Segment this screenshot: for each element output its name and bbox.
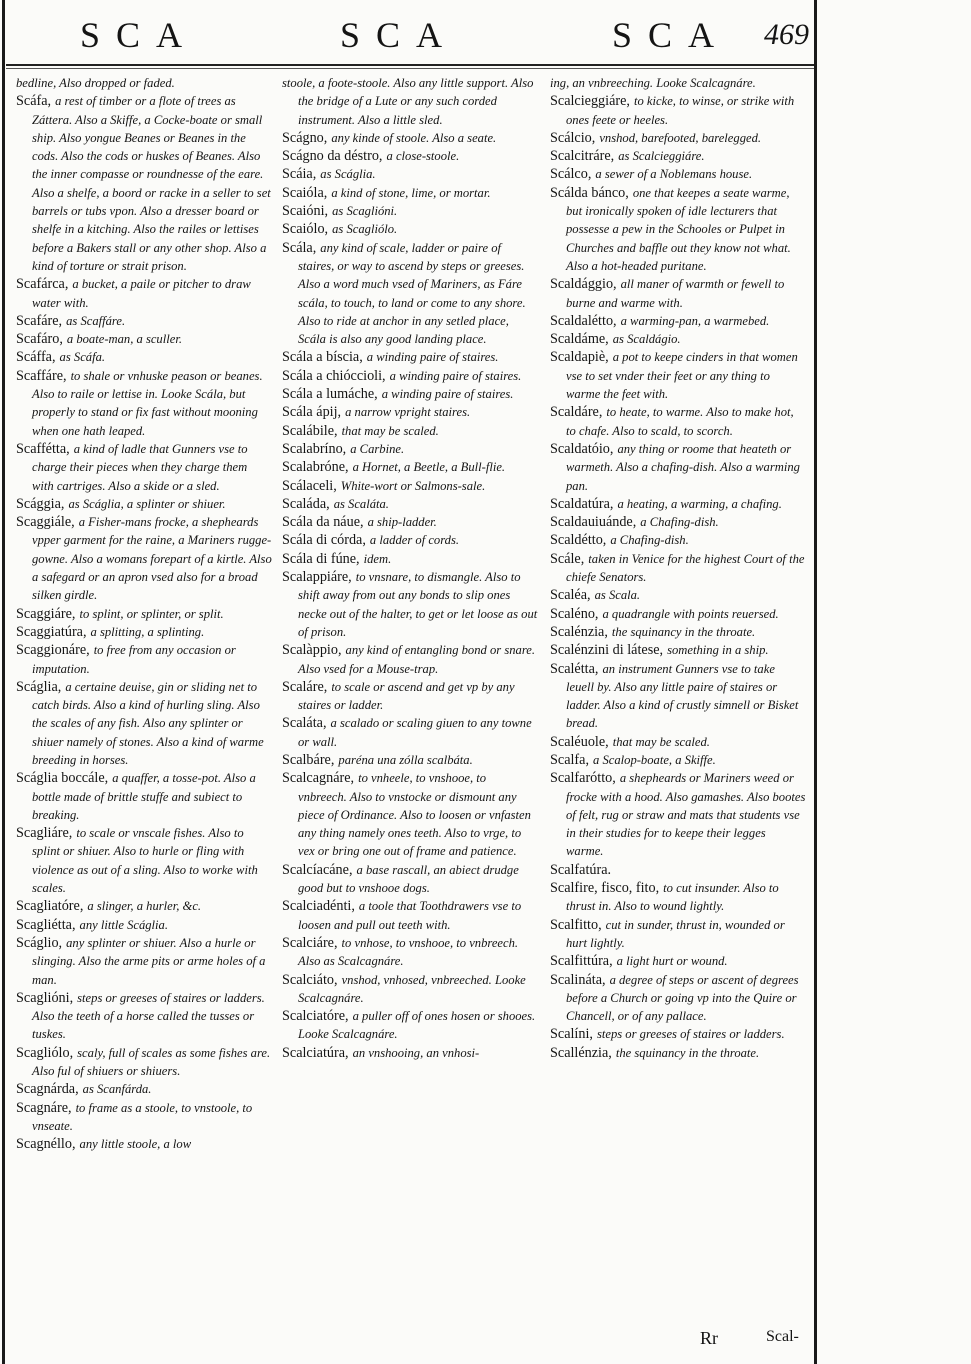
- entry-definition: a puller off of ones hosen or shooes. Looke Scalcagnáre.: [298, 1009, 536, 1042]
- entry-definition: a quadrangle with points reuersed.: [602, 606, 779, 621]
- entry-headword: Scaláda,: [282, 495, 330, 512]
- entry-headword: Scágno da déstro,: [282, 148, 383, 165]
- entry-headword: Scalfatúra.: [550, 861, 612, 878]
- entry-definition: vnshod, vnhosed, vnbreeched. Looke Scalcagnáre.: [298, 972, 526, 1005]
- entry-definition: a sewer of a Noblemans house.: [595, 167, 753, 182]
- dictionary-entry: [550, 74, 806, 92]
- entry-headword: Scalfitto,: [550, 916, 602, 933]
- entry-definition: as Scanfárda.: [82, 1082, 152, 1097]
- dictionary-entry: [16, 824, 272, 897]
- entry-headword: Scálco,: [550, 166, 592, 183]
- entry-definition: as Scaffáre.: [66, 313, 126, 328]
- entry-definition: a certaine deuise, gin or sliding net to catch birds. Also a kind of hurling sling. Also the scales of any fish. Also any splinter or shiuer namely of stones. Also a kind of warme breeding in horses.: [32, 679, 264, 767]
- entry-definition: as Scalcieggiáre.: [618, 149, 705, 164]
- dictionary-entry: [550, 495, 806, 513]
- entry-headword: Scála ápij,: [282, 404, 342, 421]
- entry-headword: Scála di córda,: [282, 532, 366, 549]
- entry-headword: Scaldétto,: [550, 532, 607, 549]
- dictionary-entry: [550, 440, 806, 495]
- dictionary-entry: [282, 422, 538, 440]
- entry-definition: any thing or roome that heateth or warmeth. Also a chafing-dish. Also a warming pan.: [566, 441, 800, 493]
- entry-headword: Scaldággio,: [550, 276, 617, 293]
- dictionary-entry: [550, 586, 806, 604]
- dictionary-entry: [282, 550, 538, 568]
- dictionary-entry: [282, 1044, 538, 1062]
- dictionary-entry: [16, 769, 272, 824]
- entry-definition: the squinancy in the throate.: [615, 1045, 760, 1060]
- header-word-left: SCA: [80, 15, 199, 55]
- entry-definition: a scalado or scaling giuen to any towne or wall.: [298, 716, 532, 749]
- dictionary-entry: [550, 184, 806, 275]
- dictionary-entry: [16, 934, 272, 989]
- entry-definition: a heating, a warming, a chafing.: [617, 496, 782, 511]
- entry-definition: to scale or ascend and get vp by any staires or ladder.: [298, 679, 515, 713]
- dictionary-entry: [282, 897, 538, 934]
- dictionary-entry: [282, 184, 538, 202]
- entry-definition: ing, an vnbreeching. Looke Scalcagnáre.: [550, 76, 756, 90]
- dictionary-entry: [16, 513, 272, 604]
- dictionary-entry: [282, 751, 538, 769]
- entry-definition: to scale or vnscale fishes. Also to splint or shiuer. Also to hurle or fling with violence as out of a sling. Also to worke with scales.: [32, 826, 258, 896]
- dictionary-entry: [282, 934, 538, 971]
- entry-definition: to vnheele, to vnshooe, to vnbreech. Also to vnstocke or dismount any piece of Ordinance. Also to loosen or vnfasten any thing namely ones teeth. Also to vrge, to vex or bring one out of frame and patience.: [298, 771, 531, 859]
- entry-definition: a pot to keepe cinders in that women vse to set vnder their feet or any thing to warme the feet with.: [566, 350, 798, 402]
- dictionary-entry: [16, 641, 272, 678]
- entry-headword: Scála a chióccioli,: [282, 367, 386, 384]
- entry-definition: a slinger, a hurler, &c.: [87, 899, 202, 914]
- dictionary-entry: [282, 348, 538, 366]
- entry-headword: Scafáro,: [16, 331, 63, 348]
- entry-definition: any little Scáglia.: [79, 917, 169, 932]
- entry-headword: Scafárca,: [16, 276, 69, 293]
- entry-headword: Scalciadénti,: [282, 898, 355, 915]
- entry-definition: steps or greeses of staires or ladders. Also the teeth of a horse called the tusses or tuskes.: [32, 990, 265, 1042]
- dictionary-entry: [282, 641, 538, 678]
- entry-definition: a Fisher-mans frocke, a shepheards vpper garment for the raine, a Mariners rugge-gowne. Also a womans forepart of a kirtle. Also a safegard or an apron vsed also for a broad silken girdle.: [32, 515, 272, 603]
- entry-definition: an vnshooing, an vnhosi-: [352, 1045, 480, 1060]
- entry-headword: Scáglia boccále,: [16, 770, 109, 787]
- entry-definition: a ship-ladder.: [367, 515, 437, 530]
- entry-headword: Scalabríno,: [282, 440, 347, 457]
- entry-headword: Scagliatóre,: [16, 898, 84, 915]
- dictionary-entry: [550, 751, 806, 769]
- entry-headword: Scále,: [550, 550, 585, 567]
- dictionary-entry: [550, 513, 806, 531]
- header-rule-thin: [6, 68, 814, 69]
- entry-definition: any little stoole, a low: [79, 1137, 192, 1152]
- entry-headword: Scafáre,: [16, 312, 63, 329]
- entry-headword: Scaléuole,: [550, 733, 609, 750]
- entry-definition: as Scáfa.: [59, 350, 106, 365]
- dictionary-entry: [282, 440, 538, 458]
- entry-headword: Scaióni,: [282, 203, 329, 220]
- entry-definition: that may be scaled.: [612, 734, 710, 749]
- entry-definition: a narrow vpright staires.: [345, 405, 471, 420]
- dictionary-entry: [550, 971, 806, 1026]
- entry-headword: Scálaceli,: [282, 477, 337, 494]
- dictionary-entry: [16, 623, 272, 641]
- entry-headword: Scaldáre,: [550, 404, 603, 421]
- dictionary-entry: [282, 220, 538, 238]
- entry-definition: any kind of entangling bond or snare. Also vsed for a Mouse-trap.: [298, 643, 535, 676]
- dictionary-entry: [550, 623, 806, 641]
- entry-headword: Scaffétta,: [16, 440, 70, 457]
- entry-definition: a quaffer, a tosse-pot. Also a bottle made of brittle stuffe and subiect to breaking.: [32, 771, 256, 822]
- entry-headword: Scáia,: [282, 166, 317, 183]
- entry-headword: Scalappiáre,: [282, 569, 352, 586]
- entry-definition: a bucket, a paile or pitcher to draw water with.: [32, 277, 251, 310]
- dictionary-entry: [282, 129, 538, 147]
- dictionary-entry: [282, 477, 538, 495]
- column-2: [282, 74, 538, 1324]
- entry-definition: idem.: [363, 551, 392, 566]
- entry-definition: a Carbine.: [350, 441, 405, 456]
- entry-definition: a Chafing-dish.: [610, 533, 689, 548]
- entry-headword: Scála,: [282, 239, 317, 256]
- entry-definition: all maner of warmth or fewell to burne and warme with.: [566, 277, 785, 310]
- entry-headword: Scalcieggiáre,: [550, 93, 630, 110]
- dictionary-entry: [16, 1099, 272, 1136]
- entry-headword: Scalétta,: [550, 660, 599, 677]
- entry-headword: Scalàppio,: [282, 642, 342, 659]
- column-1: [16, 74, 272, 1324]
- entry-definition: a kind of stone, lime, or mortar.: [331, 185, 491, 200]
- dictionary-entry: [550, 733, 806, 751]
- entry-headword: Scaggiatúra,: [16, 623, 87, 640]
- entry-definition: a winding paire of staires.: [366, 350, 499, 365]
- entry-definition: as Scala.: [594, 588, 641, 603]
- dictionary-entry: [550, 312, 806, 330]
- entry-headword: Scaldáme,: [550, 331, 609, 348]
- dictionary-entry: [282, 202, 538, 220]
- entry-headword: Scaláre,: [282, 678, 328, 695]
- dictionary-entry: [550, 952, 806, 970]
- entry-definition: to vnsnare, to dismangle. Also to shift away from out any bonds to slip ones necke out of the halter, to get or let loose as out of prison.: [298, 570, 538, 639]
- page-footer: [0, 1324, 971, 1360]
- entry-headword: Scála di fúne,: [282, 550, 360, 567]
- left-border-line: [2, 0, 5, 1364]
- entry-definition: a close-stoole.: [386, 149, 460, 164]
- entry-headword: Scáglio,: [16, 934, 63, 951]
- dictionary-entry: [550, 92, 806, 129]
- entry-definition: a light hurt or wound.: [616, 954, 728, 969]
- entry-headword: Scaldatóio,: [550, 440, 614, 457]
- dictionary-entry: [16, 440, 272, 495]
- dictionary-entry: [282, 1007, 538, 1044]
- dictionary-entry: [282, 367, 538, 385]
- entry-headword: Scagnáre,: [16, 1099, 72, 1116]
- entry-headword: Scáfa,: [16, 93, 52, 110]
- entry-definition: scaly, full of scales as some fishes are. Also ful of shiuers or shiuers.: [32, 1045, 271, 1079]
- dictionary-entry: [282, 531, 538, 549]
- entry-headword: Scaióla,: [282, 184, 328, 201]
- dictionary-entry: [282, 403, 538, 421]
- dictionary-entry: [16, 348, 272, 366]
- entry-headword: Scalábile,: [282, 422, 338, 439]
- entry-headword: Scalfire, fisco, fito,: [550, 880, 660, 897]
- entry-definition: stoole, a foote-stoole. Also any little support. Also the bridge of a Lute or any such corded instrument. Also a little sled.: [282, 76, 534, 127]
- entry-definition: a Scalop-boate, a Skiffe.: [593, 752, 716, 767]
- column-3: [550, 74, 806, 1324]
- entry-definition: to splint, or splinter, or split.: [79, 606, 224, 621]
- dictionary-entry: [282, 861, 538, 898]
- dictionary-entry: [550, 165, 806, 183]
- dictionary-entry: [550, 129, 806, 147]
- entry-headword: Scagnárda,: [16, 1081, 79, 1098]
- dictionary-entry: [282, 971, 538, 1008]
- entry-headword: Scagnéllo,: [16, 1136, 76, 1153]
- dictionary-entry: [550, 1025, 806, 1043]
- entry-headword: Scalíni,: [550, 1026, 593, 1043]
- entry-definition: to cut insunder. Also to thrust in. Also to wound lightly.: [566, 881, 779, 914]
- entry-definition: a splitting, a splinting.: [90, 624, 205, 639]
- entry-definition: a kind of ladle that Gunners vse to charge their pieces when they charge them with cartriges. Also a skide or a sled.: [32, 441, 248, 493]
- dictionary-entry: [550, 879, 806, 916]
- entry-definition: as Scaglióni.: [332, 204, 398, 219]
- dictionary-entry: [550, 531, 806, 549]
- entry-definition: to frame as a stoole, to vnstoole, to vnseate.: [32, 1100, 253, 1133]
- entry-definition: taken in Venice for the highest Court of the chiefe Senators.: [566, 551, 805, 585]
- signature-mark: Rr: [700, 1328, 718, 1348]
- dictionary-entry: [16, 605, 272, 623]
- dictionary-entry: [16, 367, 272, 440]
- dictionary-entry: [550, 861, 806, 879]
- entry-definition: cut in sunder, thrust in, wounded or hurt lightly.: [566, 917, 785, 950]
- dictionary-entry: [16, 74, 272, 92]
- entry-headword: Scála a lumáche,: [282, 386, 378, 403]
- entry-headword: Scalénzia,: [550, 623, 608, 640]
- entry-definition: one that keepes a seate warme, but ironically spoken of idle lecturers that possesse a pew in the Schooles or Pulpet in Churches and baffle out they know not what. Also a hot-headed puritane.: [566, 185, 791, 273]
- dictionary-entry: [282, 678, 538, 715]
- entry-headword: Scaláta,: [282, 715, 327, 732]
- dictionary-entry: [282, 165, 538, 183]
- entry-headword: Scagliáre,: [16, 825, 73, 842]
- page-number: 469: [764, 18, 809, 51]
- entry-headword: Scaldauiuánde,: [550, 514, 637, 531]
- dictionary-entry: [550, 769, 806, 860]
- entry-definition: a rest of timber or a flote of trees as Záttera. Also a Skiffe, a Cocke-boate or small ship. Also yongue Beanes or Beanes in the cods. Also the cods or huskes of Beanes. Also the inner compasse or roundnesse of the eare. Also a shelfe, a boord or racke in a seller to set barrels or tubs vpon. Also a dresser board or shelfe in a kitching. Also the railes or lettises before a Bakers stall or any other shop. Also a kind of torture or strait prison.: [32, 94, 271, 273]
- entry-headword: Scaggionáre,: [16, 642, 90, 659]
- entry-headword: Scagliólo,: [16, 1044, 74, 1061]
- entry-headword: Scaggiáre,: [16, 605, 76, 622]
- entry-headword: Scaldalétto,: [550, 312, 617, 329]
- entry-definition: any kinde of stoole. Also a seate.: [331, 130, 497, 145]
- entry-definition: a Hornet, a Beetle, a Bull-flie.: [352, 460, 506, 475]
- entry-definition: to heate, to warme. Also to make hot, to chafe. Also to scald, to scorch.: [566, 405, 794, 438]
- entry-definition: a Chafing-dish.: [640, 515, 719, 530]
- dictionary-entry: [550, 348, 806, 403]
- entry-definition: a boate-man, a sculler.: [66, 332, 182, 347]
- entry-headword: Scalfa,: [550, 751, 589, 768]
- entry-definition: White-wort or Salmons-sale.: [340, 478, 486, 493]
- entry-definition: a toole that Toothdrawers vse to loosen and pull out teeth with.: [298, 899, 522, 932]
- entry-headword: Scáffa,: [16, 349, 56, 366]
- entry-headword: Scaiólo,: [282, 221, 329, 238]
- dictionary-entry: [282, 147, 538, 165]
- header-word-right: SCA: [612, 15, 731, 55]
- entry-headword: Scála a bíscia,: [282, 349, 363, 366]
- entry-definition: any kind of scale, ladder or paire of staires, or way to ascend by steps or greeses. Also a word much vsed of Mariners, as Fáre scála, to touch, to land or come to any shore. Also to ride at anchor in any setled place, Scála is also any good landing place.: [298, 240, 526, 347]
- catchword: Scal-: [766, 1328, 799, 1345]
- entry-headword: Scalabróne,: [282, 459, 349, 476]
- entry-definition: as Scaláta.: [333, 496, 389, 511]
- dictionary-entry: [16, 92, 272, 275]
- entry-definition: a degree of steps or ascent of degrees before a Church or going vp into the Quire or Chancell, or of any pallace.: [566, 972, 799, 1024]
- entry-headword: Scaldapiè,: [550, 349, 609, 366]
- entry-definition: to vnhose, to vnshooe, to vnbreech. Also as Scalcagnáre.: [298, 935, 519, 969]
- entry-definition: steps or greeses of staires or ladders.: [596, 1027, 785, 1042]
- entry-headword: Scalcagnáre,: [282, 770, 355, 787]
- dictionary-entry: [282, 568, 538, 641]
- entry-headword: Scalfarótto,: [550, 770, 616, 787]
- entry-headword: Scalcíacáne,: [282, 861, 353, 878]
- dictionary-entry: [550, 550, 806, 587]
- dictionary-entry: [16, 678, 272, 769]
- entry-definition: vnshod, barefooted, barelegged.: [599, 130, 762, 145]
- dictionary-entry: [550, 275, 806, 312]
- entry-definition: the squinancy in the throate.: [611, 624, 756, 639]
- entry-headword: Scalénzini di látese,: [550, 642, 664, 659]
- dictionary-entry: [550, 147, 806, 165]
- entry-headword: Scaggiále,: [16, 514, 75, 531]
- dictionary-entry: [282, 458, 538, 476]
- dictionary-entry: [550, 605, 806, 623]
- entry-definition: an instrument Gunners vse to take leuell by. Also any little paire of staires or ladder. Also a kind of crustly simnell or Bisket bread.: [566, 661, 799, 731]
- dictionary-entry: [16, 312, 272, 330]
- header-word-center: SCA: [340, 15, 459, 55]
- entry-definition: to kicke, to winse, or strike with ones feete or heeles.: [566, 94, 795, 127]
- entry-definition: to free from any occasion or imputation.: [32, 643, 236, 676]
- entry-definition: as Scáglia, a splinter or shiuer.: [68, 496, 226, 511]
- dictionary-entry: [16, 275, 272, 312]
- entry-headword: Scágno,: [282, 129, 328, 146]
- dictionary-entry: [282, 239, 538, 349]
- entry-definition: as Scagliólo.: [332, 222, 398, 237]
- entry-definition: any splinter or shiuer. Also a hurle or slinging. Also the arme pits or arme holes of a man.: [32, 935, 266, 987]
- entry-definition: paréna una zólla scalbáta.: [338, 752, 473, 767]
- dictionary-entry: [550, 641, 806, 659]
- entry-definition: to shale or vnhuske peason or beanes. Also to raile or lettise in. Looke Scála, but properly to stand or fix fast without mooning when one hath leaped.: [32, 368, 263, 438]
- dictionary-entry: [550, 403, 806, 440]
- entry-definition: that may be scaled.: [341, 423, 439, 438]
- dictionary-entry: [282, 385, 538, 403]
- dictionary-entry: [282, 513, 538, 531]
- dictionary-entry: [550, 660, 806, 733]
- dictionary-entry: [16, 495, 272, 513]
- entry-headword: Scalciáto,: [282, 971, 338, 988]
- entry-headword: Scáglia,: [16, 678, 62, 695]
- header-rule: [6, 64, 814, 66]
- entry-headword: Scaléno,: [550, 605, 599, 622]
- entry-definition: bedline, Also dropped or faded.: [16, 76, 175, 90]
- dictionary-entry: [16, 330, 272, 348]
- entry-headword: Scaldatúra,: [550, 495, 614, 512]
- dictionary-entry: [16, 1044, 272, 1081]
- dictionary-entry: [16, 1135, 272, 1153]
- dictionary-entry: [16, 916, 272, 934]
- entry-headword: Scaglióni,: [16, 989, 74, 1006]
- entry-headword: Scallénzia,: [550, 1044, 612, 1061]
- entry-headword: Scaléa,: [550, 587, 591, 604]
- entry-headword: Scalfittúra,: [550, 953, 613, 970]
- entry-definition: a winding paire of staires.: [389, 368, 522, 383]
- entry-headword: Scála da náue,: [282, 514, 364, 531]
- dictionary-entry: [550, 1044, 806, 1062]
- dictionary-entry: [550, 916, 806, 953]
- entry-definition: something in a ship.: [667, 643, 769, 658]
- entry-definition: a shepheards or Mariners weed or frocke with a hood. Also gamashes. Also bootes of felt, rug or straw and mats that students vse in their studies for to keepe their legges warme.: [566, 771, 806, 859]
- dictionary-entry: [16, 897, 272, 915]
- entry-headword: Scalináta,: [550, 971, 606, 988]
- dictionary-entry: [282, 495, 538, 513]
- entry-headword: Scalbáre,: [282, 751, 335, 768]
- entry-definition: as Scáglia.: [320, 167, 376, 182]
- entry-headword: Scalcitráre,: [550, 148, 615, 165]
- dictionary-entry: [16, 989, 272, 1044]
- running-header: [0, 0, 971, 70]
- entry-definition: a base rascall, an abiect drudge good but to vnshooe dogs.: [298, 862, 519, 896]
- right-border-line: [814, 0, 817, 1364]
- entry-headword: Scalciáre,: [282, 934, 338, 951]
- entry-headword: Scaffáre,: [16, 367, 67, 384]
- dictionary-entry: [282, 74, 538, 129]
- entry-definition: as Scaldágio.: [612, 332, 681, 347]
- dictionary-entry: [16, 1080, 272, 1098]
- entry-headword: Scággia,: [16, 495, 65, 512]
- dictionary-entry: [550, 330, 806, 348]
- entry-headword: Scálcio,: [550, 129, 596, 146]
- dictionary-entry: [282, 769, 538, 860]
- entry-definition: a winding paire of staires.: [381, 387, 514, 402]
- entry-definition: a ladder of cords.: [369, 533, 460, 548]
- dictionary-entry: [282, 714, 538, 751]
- entry-headword: Scalciatóre,: [282, 1008, 349, 1025]
- entry-definition: a warming-pan, a warmebed.: [620, 313, 770, 328]
- entry-headword: Scálda bánco,: [550, 184, 629, 201]
- entry-headword: Scagliétta,: [16, 916, 76, 933]
- entry-headword: Scalciatúra,: [282, 1044, 349, 1061]
